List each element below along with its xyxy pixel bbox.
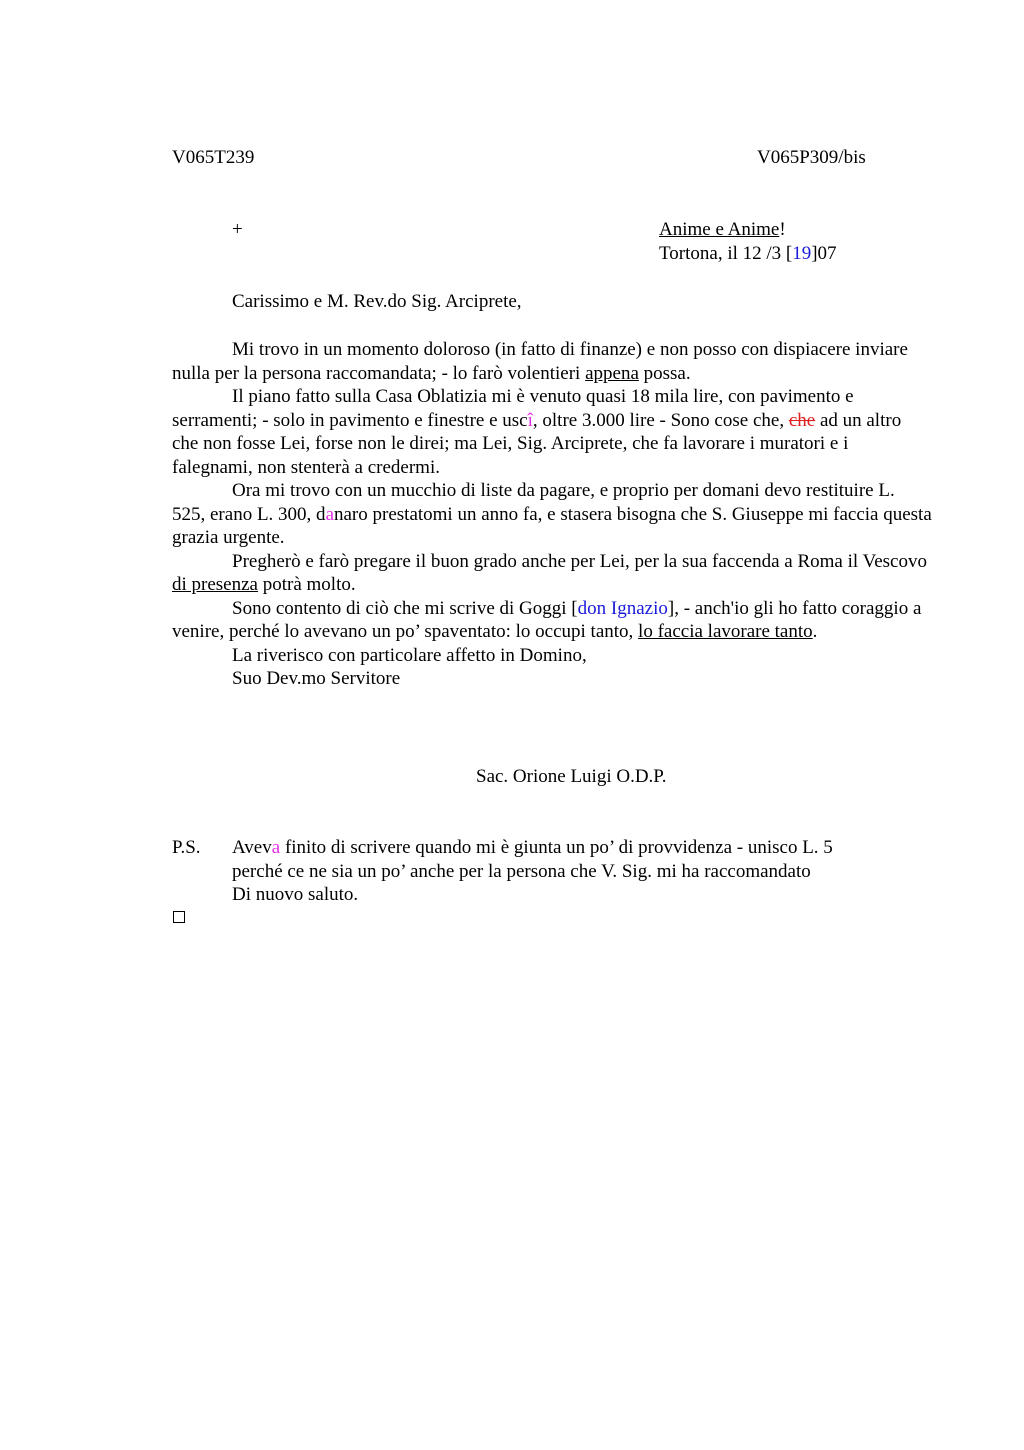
dateline-prefix: Tortona, il 12 /3 [ xyxy=(659,243,793,264)
paragraph-2 xyxy=(172,385,932,479)
ps-l1-correction: a xyxy=(271,837,281,858)
dateline xyxy=(659,242,837,266)
p4-underlined: di presenza xyxy=(172,574,258,595)
cross-symbol: + xyxy=(232,219,243,240)
document-code-left: V065T239 xyxy=(172,147,255,168)
motto-suffix: ! xyxy=(779,219,786,240)
p5-text: Sono contento di ciò che mi scrive di Goggi [ xyxy=(232,597,578,619)
p2-correction: î xyxy=(527,409,533,431)
p2-text-end: ad un altro che non fosse Lei, forse non le direi; ma Lei, Sig. Arciprete, che fa lavorare i muratori e i falegnami, non stenterà a credermi. xyxy=(172,409,902,478)
dateline-suffix: ]07 xyxy=(811,243,837,264)
motto-text: Anime e Anime xyxy=(659,219,780,240)
letter-body xyxy=(172,338,932,691)
p2-text: Il piano fatto sulla Casa Oblatizia mi è venuto quasi 18 mila lire, con pavimento e serramenti; - solo in pavimento e finestre e usc xyxy=(172,386,854,431)
motto xyxy=(659,218,786,242)
ps-l1-text-end: finito di scrivere quando mi è giunta un po’ di provvidenza - unisco L. 5 xyxy=(280,837,833,858)
p5-text-end: . xyxy=(812,621,818,642)
paragraph-5 xyxy=(172,597,932,644)
paragraph-4 xyxy=(172,550,932,597)
p1-underlined: appena xyxy=(585,362,639,384)
p1-text: Mi trovo in un momento doloroso (in fatto di finanze) e non posso con dispiacere inviare nulla per la persona raccomandata; - lo farò volentieri xyxy=(172,339,908,384)
paragraph-1 xyxy=(172,338,932,385)
ps-l1-text: Avev xyxy=(232,837,272,858)
postscript-body xyxy=(232,836,932,907)
document-code-right: V065P309/bis xyxy=(757,147,866,168)
paragraph-3 xyxy=(172,479,932,550)
postscript-line-3: Di nuovo saluto. xyxy=(232,884,359,905)
empty-box-symbol xyxy=(173,911,185,923)
postscript-line-1 xyxy=(232,836,932,860)
closing-line-2: Suo Dev.mo Servitore xyxy=(232,668,401,689)
salutation: Carissimo e M. Rev.do Sig. Arciprete, xyxy=(232,291,522,312)
signature: Sac. Orione Luigi O.D.P. xyxy=(476,766,667,787)
p3-text-end: naro prestatomi un anno fa, e stasera bisogna che S. Giuseppe mi faccia questa grazia urgente. xyxy=(172,503,932,548)
closing-line-1: La riverisco con particolare affetto in Domino, xyxy=(232,644,587,666)
p5-editorial-note: don Ignazio xyxy=(577,597,668,619)
p5-text-mid: ], - anch'io gli ho fatto coraggio a venire, perché lo avevano un po’ spaventato: lo occupi tanto, xyxy=(172,597,922,642)
postscript-line-2: perché ce ne sia un po’ anche per la persona che V. Sig. mi ha raccomandato xyxy=(232,860,811,882)
p3-text: Ora mi trovo con un mucchio di liste da pagare, e proprio per domani devo restituire L. 525, erano L. 300, d xyxy=(172,480,895,525)
dateline-year: 19 xyxy=(792,243,812,264)
p4-text: Pregherò e farò pregare il buon grado anche per Lei, per la sua faccenda a Roma il Vescovo xyxy=(232,550,927,572)
p5-underlined: lo faccia lavorare tanto xyxy=(638,621,813,642)
p1-text-end: possa. xyxy=(638,362,691,384)
p4-text-end: potrà molto. xyxy=(257,574,356,595)
p2-text-mid: , oltre 3.000 lire - Sono cose che, xyxy=(532,409,789,431)
p3-correction: a xyxy=(325,503,334,525)
p2-deleted-word: che xyxy=(788,409,816,431)
postscript-label: P.S. xyxy=(172,837,201,858)
